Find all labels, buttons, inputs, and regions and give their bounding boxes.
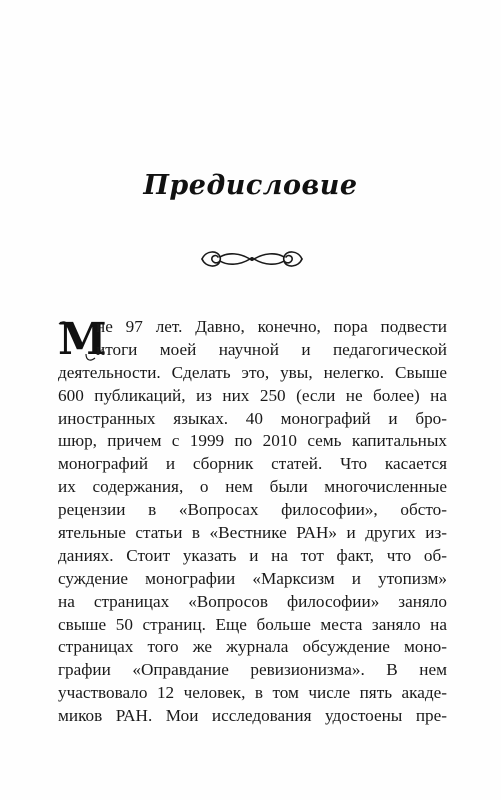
text-line: участвовало 12 человек, в том числе пять акаде- <box>58 683 447 703</box>
text-line: итоги моей научной и педагогической <box>96 339 447 359</box>
preface-text <box>58 316 447 728</box>
text-line: деятельности. Сделать это, увы, нелегко. Свыше <box>58 362 447 382</box>
text-line: иностранных языках. 40 монографий и бро- <box>58 408 447 428</box>
text-line: графии «Оправдание ревизионизма». В нем <box>58 660 447 680</box>
text-line: ятельные статьи в «Вестнике РАН» и других из- <box>58 523 447 543</box>
text-line: даниях. Стоит указать и на тот факт, что об- <box>58 545 447 565</box>
text-line: шюр, причем с 1999 по 2010 семь капитальных <box>58 431 447 451</box>
decorative-ornament <box>196 242 308 276</box>
chapter-title: Предисловие <box>143 170 358 201</box>
text-line: свыше 50 страниц. Еще больше места заняло на <box>58 614 447 634</box>
text-line: не 97 лет. Давно, конечно, пора подвести <box>96 317 447 336</box>
text-line: монографий и сборник статей. Что касается <box>58 454 447 474</box>
text-line: рецензии в «Вопросах философии», обсто- <box>58 500 447 520</box>
text-line: 600 публикаций, из них 250 (если не более) на <box>58 385 447 405</box>
text-line: их содержания, о нем были многочисленные <box>58 477 447 497</box>
drop-cap-letter: М <box>58 314 107 365</box>
text-line: суждение монографии «Марксизм и утопизм» <box>58 568 447 588</box>
text-line: страницах того же журнала обсуждение моно- <box>58 637 447 657</box>
text-line: миков РАН. Мои исследования удостоены пре- <box>58 706 447 726</box>
text-line: на страницах «Вопросов философии» заняло <box>58 591 447 611</box>
